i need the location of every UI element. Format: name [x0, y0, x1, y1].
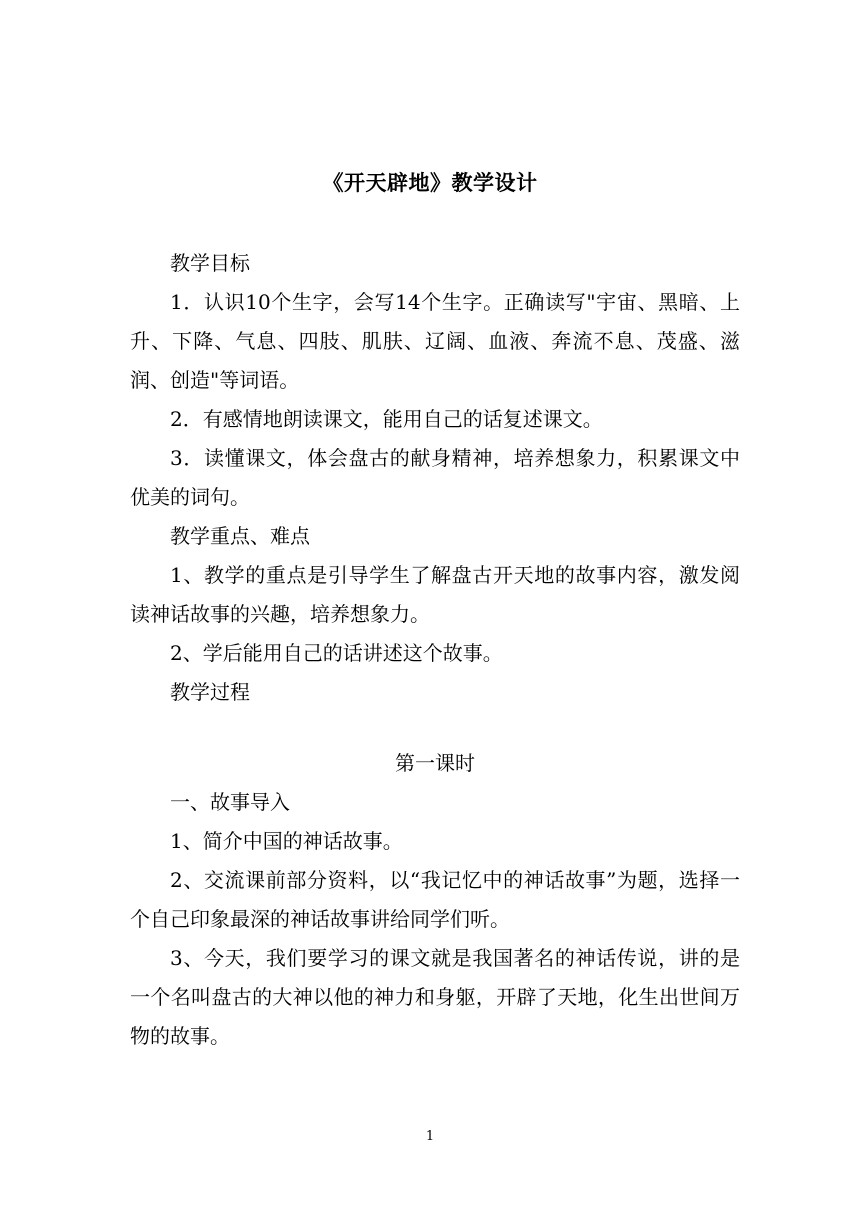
section-heading-teaching-goals: 教学目标 — [170, 251, 250, 275]
paragraph-goal-2: 2．有感情地朗读课文，能用自己的话复述课文。 — [170, 407, 603, 431]
paragraph-key-point-1: 1、教学的重点是引导学生了解盘古开天地的故事内容，激发阅读神话故事的兴趣，培养想象力。 — [130, 563, 740, 626]
section-heading-teaching-process: 教学过程 — [170, 680, 250, 704]
spacer — [130, 712, 740, 744]
page-number: 1 — [425, 1129, 435, 1144]
paragraph-key-point-2: 2、学后能用自己的话讲述这个故事。 — [170, 641, 503, 665]
document-title: 《开天辟地》教学设计 — [322, 170, 538, 195]
paragraph-intro-3: 3、今天，我们要学习的课文就是我国著名的神话传说，讲的是一个名叫盘古的大神以他的神力和身躯，开辟了天地，化生出世间万物的故事。 — [130, 946, 740, 1048]
paragraph-goal-1: 1．认识10个生字，会写14个生字。正确读写"宇宙、黑暗、上升、下降、气息、四肢、肌肤、辽阔、血液、奔流不息、茂盛、滋润、创造"等词语。 — [130, 290, 740, 392]
paragraph-intro-1: 1、简介中国的神话故事。 — [170, 829, 403, 853]
lesson-heading: 第一课时 — [395, 751, 475, 775]
document-body — [130, 244, 740, 1056]
paragraph-intro-2: 2、交流课前部分资料，以“我记忆中的神话故事”为题，选择一个自己印象最深的神话故事讲给同学们听。 — [130, 868, 740, 931]
paragraph-story-intro: 一、故事导入 — [170, 790, 290, 814]
paragraph-goal-3: 3．读懂课文，体会盘古的献身精神，培养想象力，积累课文中优美的词句。 — [130, 446, 740, 509]
section-heading-key-points: 教学重点、难点 — [170, 524, 310, 548]
